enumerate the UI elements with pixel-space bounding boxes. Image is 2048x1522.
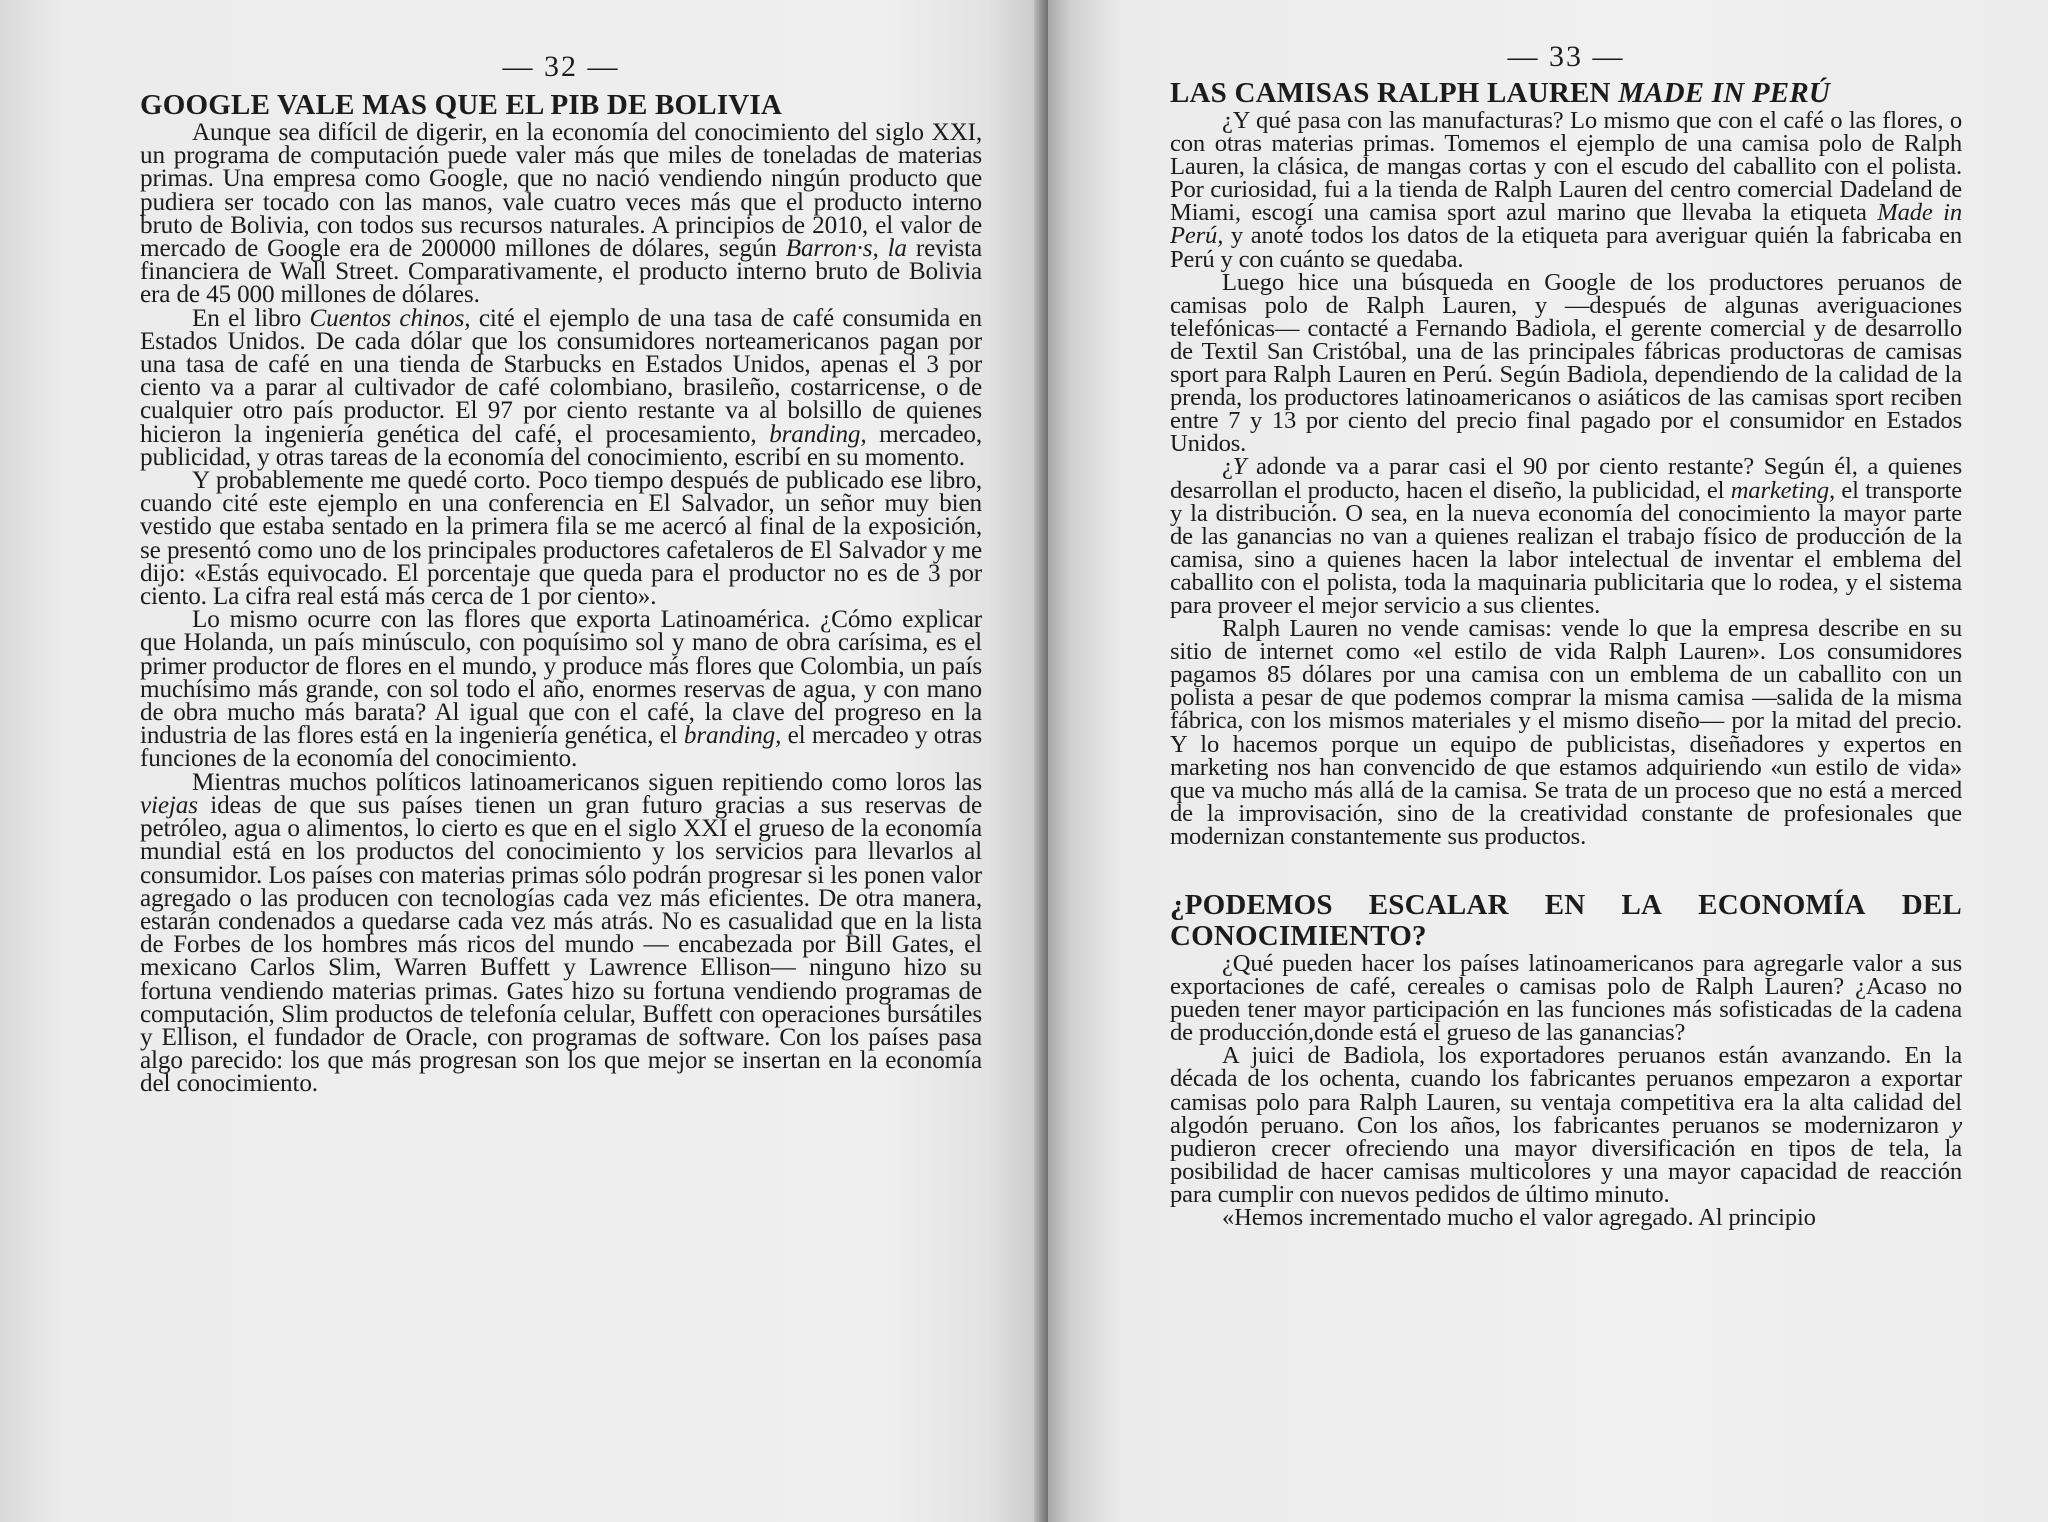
page-number: — 33 — [1507, 40, 1625, 73]
paragraph [140, 768, 982, 1098]
text-run: mercadeo, publicidad, y otras tareas de la economía del conocimiento, escribí en su momento. [140, 420, 982, 471]
text-run: ¿Qué pueden hacer los países latinoamericanos para agregarle valor a sus exportaciones de café, cereales o camisas polo de Ralph Lauren? ¿Acaso no pueden tener mayor participación en las funciones más sofisticadas de la cadena de producción,donde está el grueso de las ganancias? [1170, 950, 1962, 1047]
paragraph [1170, 1044, 1962, 1206]
text-run: Ralph Lauren no vende camisas: vende lo que la empresa describe en su sitio de internet como «el estilo de vida Ralph Lauren». Los consumidores pagamos 85 dólares por una camisa con un emblema de un caballito con un polista a pesar de que podemos comprar la misma camisa —salida de la misma fábrica, con los mismos materiales y el mismo diseño— por la mitad del precio. Y lo hacemos porque un equipo de publicistas, diseñadores y expertos en marketing nos han convencido de que estamos adquiriendo «un estilo de vida» que va mucho más allá de la camisa. Se trata de un proceso que no está a merced de la improvisación, sino de la creatividad constante de profesionales que modernizan constantemente sus productos. [1170, 615, 1962, 850]
text-run: y anoté todos los datos de la etiqueta para averiguar quién la fabricaba en Perú y con cuánto se quedaba. [1170, 222, 1962, 273]
text-run: ¿ [1222, 453, 1233, 481]
paragraph [140, 467, 982, 611]
text-run: Y probablemente me quedé corto. Poco tiempo después de publicado ese libro, cuando cité este ejemplo en una conferencia en El Salvador, un señor muy bien vestido que estaba sentado en la primera fila se me acercó al final de la exposición, se presentó como uno de los principales productores cafetaleros de El Salvador y me dijo: «Estás equivocado. El porcentaje que queda para el productor no es de 3 por ciento. La cifra real está más cerca de 1 por ciento». [140, 467, 982, 611]
right-body [1170, 109, 1962, 848]
text-run: A juici de Badiola, los exportadores peruanos están avanzando. En la década de los ochenta, cuando los fabricantes peruanos empezaron a exportar camisas polo para Ralph Lauren, su ventaja competitiva era la alta calidad del algodón peruano. Con los años, los fabricantes peruanos se modernizaron [1170, 1042, 1962, 1139]
text-run: cité el ejemplo de una tasa de café consumida en Estados Unidos. De cada dólar que los consumidores norteamericanos pagan por una tasa de café en una tienda de Starbucks en Estados Unidos, apenas el 3 por ciento va a parar al cultivador de café colombiano, brasileño, costarricense, o de cualquier otro país productor. El 97 por ciento restante va al bolsillo de quienes hicieron la ingeniería genética del café, el procesamiento, [140, 304, 982, 448]
heading-word: EN [1544, 889, 1586, 921]
heading-word: LA [1621, 889, 1663, 921]
paragraph [140, 304, 982, 471]
book-gutter [1034, 0, 1048, 1522]
text-run: LAS CAMISAS RALPH LAUREN [1170, 77, 1619, 109]
text-run: el mercadeo y otras funciones de la economía del conocimiento. [140, 722, 982, 773]
text-run: ideas de que sus países tienen un gran futuro gracias a sus reservas de petróleo, agua o alimentos, lo cierto es que en el siglo XXI el grueso de la economía mundial está en los productos del conocimiento y los servicios para llevarlos al consumidor. Los países con materias primas sólo podrán progresar si les ponen valor agregado o las producen con tecnologías cada vez más eficientes. De otra manera, estarán condenados a quedarse cada vez más atrás. No es casualidad que en la lista de Forbes de los hombres más ricos del mundo — encabezada por Bill Gates, el mexicano Carlos Slim, Warren Buffett y Lawrence Ellison— ninguno hizo su fortuna vendiendo materias primas. Gates hizo su fortuna vendiendo programas de computación, Slim productos de telefonía celular, Buffett con operaciones bursátiles y Ellison, el fundador de Oracle, con programas de software. Con los países pasa algo parecido: los que más progresan son los que mejor se insertan en la economía del conocimiento. [140, 791, 982, 1098]
italic-run: Made in Perú, [1170, 199, 1962, 250]
paragraph [1170, 109, 1962, 271]
heading-word: ECONOMÍA [1698, 889, 1866, 921]
italic-run: Y [1232, 453, 1247, 481]
text-run: Aunque sea difícil de digerir, en la economía del conocimiento del siglo XXI, un programa de computación puede valer más que miles de toneladas de materias primas. Una empresa como Google, que no nació vendiendo ningún producto que pudiera ser tocado con las manos, vale cuatro veces más que el producto interno bruto de Bolivia, con todos sus recursos naturales. A principios de 2010, el valor de mercado de Google era de 200000 millones de dólares, según [140, 119, 982, 263]
paragraph [1170, 950, 1962, 1047]
text-run: En el libro [192, 304, 310, 332]
paragraph [1170, 1204, 1962, 1232]
text-run: Mientras muchos políticos latinoamericanos siguen repitiendo como loros las [192, 768, 982, 796]
text-run: pudieron crecer ofreciendo una mayor diversificación en tipos de tela, la posibilidad de hacer camisas multicolores y una mayor capacidad de reacción para cumplir con nuevos pedidos de último minuto. [1170, 1134, 1962, 1208]
heading-word: ¿PODEMOS [1170, 889, 1333, 921]
section-heading-2 [1170, 890, 1962, 952]
text-run: revista financiera de Wall Street. Comparativamente, el producto interno bruto de Bolivia era de 45 000 millones de dólares. [140, 235, 982, 309]
italic-run: branding, [683, 722, 782, 750]
section-spacer [1170, 848, 1962, 890]
section-heading: GOOGLE VALE MAS QUE EL PIB DE BOLIVIA [140, 89, 783, 121]
left-body [140, 121, 982, 1096]
right-page [1040, 0, 2048, 1522]
paragraph [1170, 268, 1962, 458]
right-body-2 [1170, 950, 1962, 1232]
italic-run: y [1951, 1111, 1962, 1139]
text-run: «Hemos incrementado mucho el valor agregado. Al principio [1222, 1204, 1816, 1232]
text-run: Luego hice una búsqueda en Google de los productores peruanos de camisas polo de Ralph Lauren, y —después de algunas averiguaciones telefónicas— contacté a Fernando Badiola, el gerente comercial y de desarrollo de Textil San Cristóbal, una de las principales fábricas productoras de camisas sport para Ralph Lauren en Perú. Según Badiola, dependiendo de la calidad de la prenda, los productores latinoamericanos o asiáticos de las camisas sport reciben entre 7 y 13 por ciento del precio final pagado por el consumidor en Estados Unidos. [1170, 268, 1962, 458]
text-run: ¿Y qué pasa con las manufacturas? Lo mismo que con el café o las flores, o con otras materias primas. Tomemos el ejemplo de una camisa polo de Ralph Lauren, la clásica, de mangas cortas y con el escudo del caballito con el polista. Por curiosidad, fui a la tienda de Ralph Lauren del centro comercial Dadeland de Miami, escogí una camisa sport azul marino que llevaba la etiqueta [1170, 107, 1962, 227]
italic-run: marketing, [1730, 476, 1836, 504]
italic-run: Barron·s, la [785, 235, 907, 263]
paragraph [1170, 617, 1962, 848]
paragraph [1170, 455, 1962, 617]
heading-word: ESCALAR [1368, 889, 1509, 921]
italic-run: viejas [140, 791, 198, 819]
italic-run: branding, [769, 420, 867, 448]
section-heading [1170, 78, 1962, 109]
heading-line [1170, 890, 1962, 921]
paragraph [140, 121, 982, 307]
text-run: adonde va a parar casi el 90 por ciento restante? Según él, a quienes desarrollan el producto, hacen el diseño, la publicidad, el [1170, 453, 1962, 504]
text-run: Lo mismo ocurre con las flores que exporta Latinoamérica. ¿Cómo explicar que Holanda, un país minúsculo, con poquísimo sol y mano de obra carísima, es el primer productor de flores en el mundo, y produce más flores que Colombia, un país muchísimo más grande, con sol todo el año, enormes reservas de agua, y con mano de obra mucho más barata? Al igual que con el café, la clave del progreso en la industria de las flores está en la ingeniería genética, el [140, 606, 982, 750]
paragraph [140, 606, 982, 773]
italic-run: Cuentos chinos, [309, 304, 471, 332]
page-number: — 32 — [502, 50, 620, 83]
italic-run: MADE IN PERÚ [1618, 77, 1831, 109]
heading-word: DEL [1901, 889, 1962, 921]
text-run: el transporte y la distribución. O sea, en la nueva economía del conocimiento la mayor parte de las ganancias no van a quienes realizan el trabajo físico de producción de la camisa, sino a quienes hacen la labor intelectual de inventar el emblema del caballito con el polista, toda la maquinaria publicitaria que lo rodea, y el sistema para proveer el mejor servicio a sus clientes. [1170, 476, 1962, 619]
heading-line: CONOCIMIENTO? [1170, 920, 1427, 952]
